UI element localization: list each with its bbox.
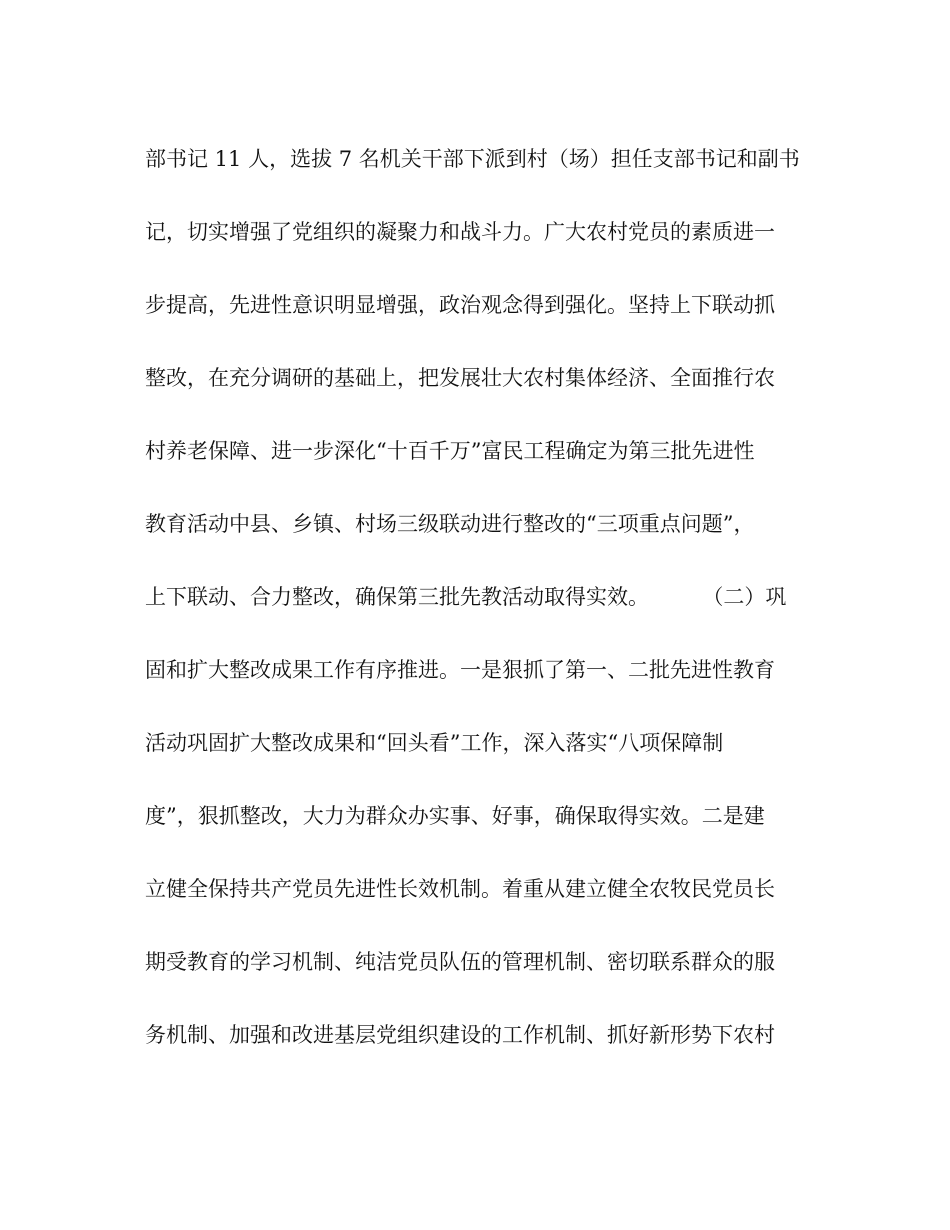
text-line: 整改，在充分调研的基础上，把发展壮大农村集体经济、全面推行农 <box>145 366 775 390</box>
body-text <box>145 136 815 1085</box>
text-line: 部书记 11 人，选拔 7 名机关干部下派到村（场）担任支部书记和副书 <box>145 147 800 171</box>
text-line: 步提高，先进性意识明显增强，政治观念得到强化。坚持上下联动抓 <box>145 293 775 317</box>
text-line: 活动巩固扩大整改成果和“回头看”工作，深入落实“八项保障制 <box>145 731 724 755</box>
text-line: 度”，狠抓整改，大力为群众办实事、好事，确保取得实效。二是建 <box>145 804 765 828</box>
text-line: 固和扩大整改成果工作有序推进。一是狠抓了第一、二批先进性教育 <box>145 658 775 682</box>
text-line: 务机制、加强和改进基层党组织建设的工作机制、抓好新形势下农村 <box>145 1023 775 1047</box>
text-line: 上下联动、合力整改，确保第三批先教活动取得实效。 （二）巩 <box>145 585 787 609</box>
text-line: 村养老保障、进一步深化“十百千万”富民工程确定为第三批先进性 <box>145 439 755 463</box>
text-line: 记，切实增强了党组织的凝聚力和战斗力。广大农村党员的素质进一 <box>145 220 775 244</box>
text-line: 期受教育的学习机制、纯洁党员队伍的管理机制、密切联系群众的服 <box>145 950 775 974</box>
text-line: 教育活动中县、乡镇、村场三级联动进行整改的“三项重点问题”， <box>145 512 755 536</box>
text-line: 立健全保持共产党员先进性长效机制。着重从建立健全农牧民党员长 <box>145 877 775 901</box>
